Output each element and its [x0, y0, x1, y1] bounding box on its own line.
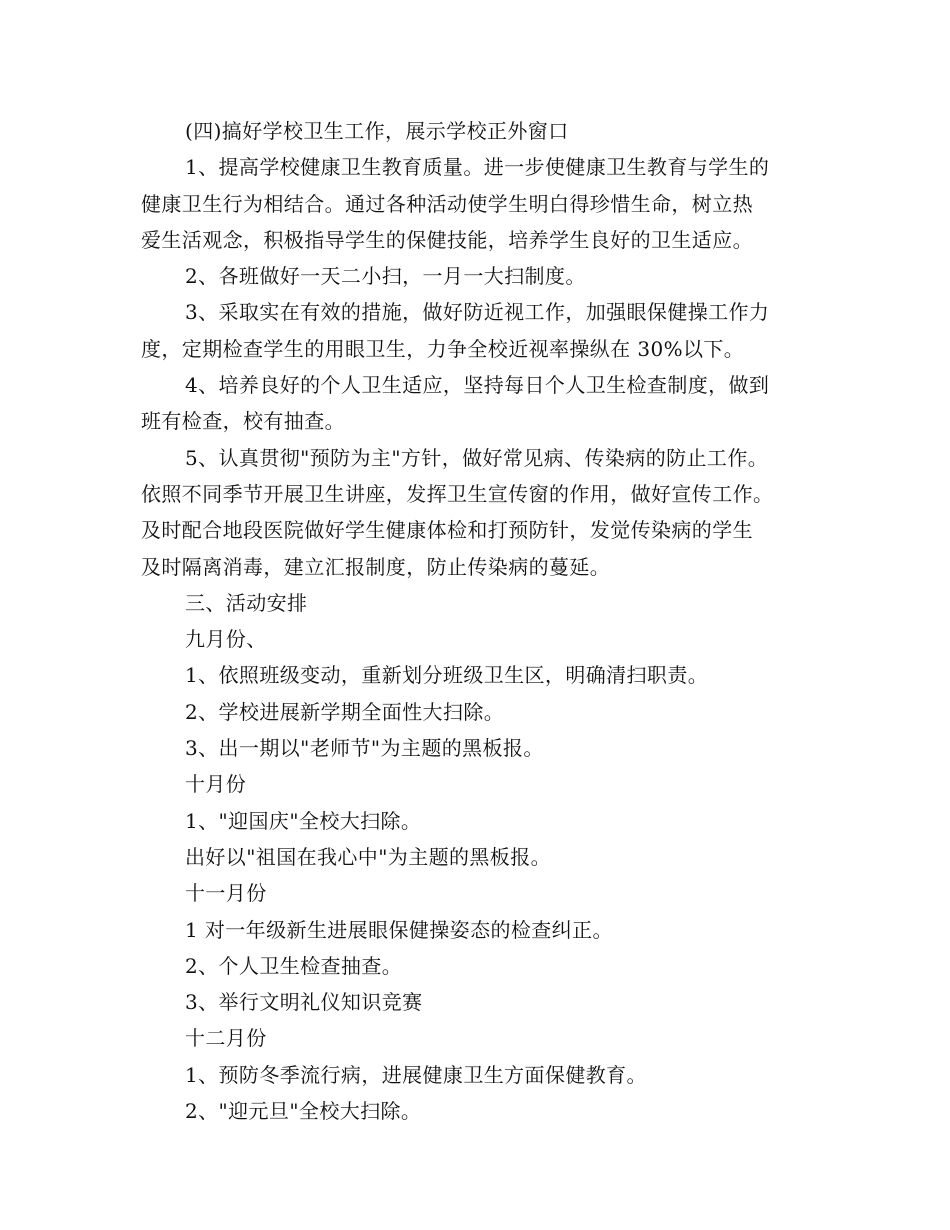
- paragraph-line: 依照不同季节开展卫生讲座，发挥卫生宣传窗的作用，做好宣传工作。: [141, 481, 774, 506]
- paragraph-line: 班有检查，校有抽查。: [141, 409, 345, 434]
- list-item: 1、预防冬季流行病，进展健康卫生方面保健教育。: [185, 1062, 647, 1087]
- list-item: 3、出一期以"老师节"为主题的黑板报。: [185, 736, 544, 761]
- document-body: [141, 113, 831, 1129]
- month-heading-november: 十一月份: [185, 881, 267, 906]
- list-item: 2、学校进展新学期全面性大扫除。: [185, 699, 505, 724]
- month-heading-october: 十月份: [185, 772, 247, 797]
- paragraph-line: 1、提高学校健康卫生教育质量。进一步使健康卫生教育与学生的: [185, 155, 770, 180]
- paragraph-line: 及时配合地段医院做好学生健康体检和打预防针，发觉传染病的学生: [141, 518, 753, 543]
- list-item: 出好以"祖国在我心中"为主题的黑板报。: [185, 844, 551, 869]
- list-item: 1、"迎国庆"全校大扫除。: [185, 808, 422, 833]
- month-heading-september: 九月份、: [185, 627, 267, 652]
- list-item: 2、个人卫生检查抽查。: [185, 953, 403, 978]
- paragraph-line: 度，定期检查学生的用眼卫生，力争全校近视率操纵在 30%以下。: [141, 336, 745, 361]
- month-heading-december: 十二月份: [185, 1026, 267, 1051]
- list-item: 1、依照班级变动，重新划分班级卫生区，明确清扫职责。: [185, 663, 709, 688]
- paragraph-line: 健康卫生行为相结合。通过各种活动使学生明白得珍惜生命，树立热: [141, 191, 753, 216]
- list-item: 1 对一年级新生进展眼保健操姿态的检查纠正。: [185, 917, 613, 942]
- paragraph-line: 5、认真贯彻"预防为主"方针，做好常见病、传染病的防止工作。: [185, 445, 769, 470]
- list-item: 3、举行文明礼仪知识竞赛: [185, 990, 423, 1015]
- section-heading-activities: 三、活动安排: [185, 590, 308, 615]
- paragraph-line: 4、培养良好的个人卫生适应，坚持每日个人卫生检查制度，做到: [185, 373, 770, 398]
- paragraph-line: 3、采取实在有效的措施，做好防近视工作，加强眼保健操工作力: [185, 300, 770, 325]
- list-item: 2、"迎元旦"全校大扫除。: [185, 1099, 422, 1124]
- paragraph-line: 及时隔离消毒，建立汇报制度，防止传染病的蔓延。: [141, 554, 611, 579]
- paragraph-line: 2、各班做好一天二小扫，一月一大扫制度。: [185, 264, 586, 289]
- section-heading-hygiene: (四)搞好学校卫生工作，展示学校正外窗口: [185, 119, 569, 143]
- paragraph-line: 爱生活观念，积极指导学生的保健技能，培养学生良好的卫生适应。: [141, 227, 753, 252]
